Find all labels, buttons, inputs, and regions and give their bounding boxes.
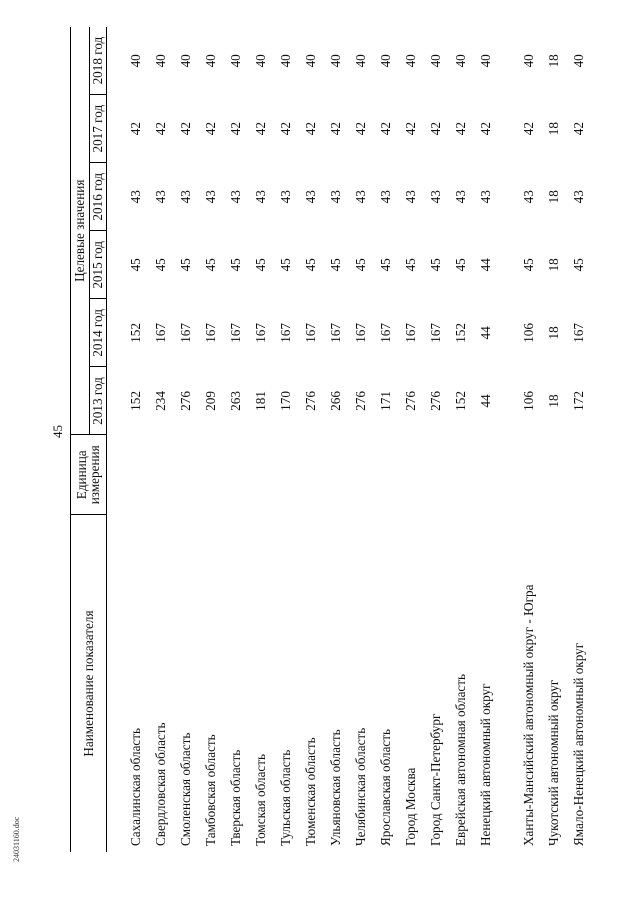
- row-value: 44: [478, 394, 493, 408]
- row-value: 181: [253, 391, 268, 411]
- row-value: 167: [303, 323, 318, 343]
- row-value: 263: [228, 391, 243, 411]
- table-row: [147, 27, 172, 852]
- row-unit: [397, 435, 422, 515]
- row-value: 167: [403, 323, 418, 343]
- row-value: 45: [178, 258, 193, 272]
- row-value: 167: [571, 323, 586, 343]
- row-value: 170: [278, 391, 293, 411]
- header-year: 2014 год: [90, 299, 107, 367]
- row-indicator-name: Еврейская автономная область: [453, 673, 468, 846]
- row-value: 43: [571, 190, 586, 204]
- row-value: 42: [428, 122, 443, 136]
- row-value: 42: [478, 122, 493, 136]
- row-indicator-name: Ярославская область: [378, 728, 393, 846]
- row-value: 45: [403, 258, 418, 272]
- row-value: 42: [128, 122, 143, 136]
- row-value: 43: [153, 190, 168, 204]
- table-row: [540, 27, 565, 852]
- row-value: 18: [546, 190, 561, 204]
- row-value: 45: [428, 258, 443, 272]
- row-value: 167: [203, 323, 218, 343]
- row-value: 43: [203, 190, 218, 204]
- row-value: 40: [153, 54, 168, 68]
- table-row: [197, 27, 222, 852]
- header-year: 2017 год: [90, 95, 107, 163]
- row-indicator-name: Тамбовская область: [203, 734, 218, 846]
- table-body: [106, 27, 590, 852]
- row-value: 42: [178, 122, 193, 136]
- row-value: 152: [128, 391, 143, 411]
- row-unit: [372, 435, 397, 515]
- row-value: 18: [546, 258, 561, 272]
- row-value: 45: [203, 258, 218, 272]
- row-value: 167: [278, 323, 293, 343]
- row-value: 276: [353, 391, 368, 411]
- page-number: 45: [50, 425, 65, 438]
- row-value: 40: [178, 54, 193, 68]
- header-year: 2015 год: [90, 231, 107, 299]
- row-indicator-name: Город Москва: [403, 767, 418, 846]
- row-value: 42: [153, 122, 168, 136]
- row-value: 167: [353, 323, 368, 343]
- row-indicator-name: Челябинская область: [353, 727, 368, 846]
- row-value: 45: [521, 258, 536, 272]
- row-value: 44: [478, 258, 493, 272]
- row-unit: [197, 435, 222, 515]
- row-value: 42: [571, 122, 586, 136]
- row-value: 40: [353, 54, 368, 68]
- row-value: 40: [203, 54, 218, 68]
- row-unit: [172, 435, 197, 515]
- row-unit: [472, 435, 497, 515]
- row-value: 43: [521, 190, 536, 204]
- table-row: [172, 27, 197, 852]
- row-indicator-name: Тюменская область: [303, 737, 318, 846]
- row-value: 234: [153, 391, 168, 411]
- row-indicator-name: Свердловская область: [153, 722, 168, 846]
- row-value: 167: [328, 323, 343, 343]
- row-indicator-name: Тверская область: [228, 749, 243, 846]
- row-value: 152: [453, 391, 468, 411]
- row-unit: [447, 435, 472, 515]
- row-value: 18: [546, 326, 561, 340]
- row-value: 266: [328, 391, 343, 411]
- row-value: 167: [153, 323, 168, 343]
- row-value: 42: [203, 122, 218, 136]
- row-value: 40: [428, 54, 443, 68]
- row-value: 43: [403, 190, 418, 204]
- row-value: 42: [303, 122, 318, 136]
- row-indicator-name: Ханты-Мансийский автономный округ - Югра: [521, 584, 536, 846]
- row-value: 42: [328, 122, 343, 136]
- row-value: 42: [403, 122, 418, 136]
- row-value: 18: [546, 54, 561, 68]
- table-row: [347, 27, 372, 852]
- row-unit: [422, 435, 447, 515]
- row-value: 40: [571, 54, 586, 68]
- row-value: 209: [203, 391, 218, 411]
- table-row: [472, 27, 497, 852]
- row-value: 43: [453, 190, 468, 204]
- row-value: 45: [453, 258, 468, 272]
- table-row: [565, 27, 590, 852]
- row-unit: [297, 435, 322, 515]
- row-value: 167: [253, 323, 268, 343]
- header-indicator-name: Наименование показателя: [71, 515, 107, 852]
- row-value: 40: [378, 54, 393, 68]
- header-year: 2016 год: [90, 163, 107, 231]
- row-value: 43: [353, 190, 368, 204]
- row-indicator-name: Ямало-Ненецкий автономный округ: [571, 642, 586, 846]
- row-indicator-name: Ульяновская область: [328, 729, 343, 846]
- row-value: 40: [253, 54, 268, 68]
- row-value: 171: [378, 391, 393, 411]
- row-value: 43: [328, 190, 343, 204]
- row-unit: [322, 435, 347, 515]
- table-row: [497, 27, 540, 852]
- row-value: 18: [546, 394, 561, 408]
- row-unit: [540, 435, 565, 515]
- row-value: 45: [328, 258, 343, 272]
- row-value: 43: [378, 190, 393, 204]
- row-value: 43: [128, 190, 143, 204]
- row-value: 43: [228, 190, 243, 204]
- row-value: 45: [153, 258, 168, 272]
- row-value: 167: [178, 323, 193, 343]
- row-value: 40: [403, 54, 418, 68]
- table-row: [397, 27, 422, 852]
- rotated-table-container: [70, 27, 630, 852]
- row-indicator-name: Чукотский автономный округ: [546, 679, 561, 846]
- target-values-table: [70, 27, 590, 852]
- table-row: [422, 27, 447, 852]
- table-row: [372, 27, 397, 852]
- row-value: 43: [253, 190, 268, 204]
- row-unit: [122, 435, 147, 515]
- row-indicator-name: Город Санкт-Петербург: [428, 713, 443, 846]
- row-value: 43: [428, 190, 443, 204]
- row-unit: [565, 435, 590, 515]
- row-unit: [347, 435, 372, 515]
- row-unit: [222, 435, 247, 515]
- header-year: 2013 год: [90, 367, 107, 435]
- row-value: 43: [178, 190, 193, 204]
- row-value: 42: [353, 122, 368, 136]
- row-value: 45: [571, 258, 586, 272]
- row-value: 42: [228, 122, 243, 136]
- row-value: 40: [303, 54, 318, 68]
- row-value: 44: [478, 326, 493, 340]
- table-row: [322, 27, 347, 852]
- table-row: [447, 27, 472, 852]
- row-indicator-name: Смоленская область: [178, 732, 193, 846]
- row-value: 172: [571, 391, 586, 411]
- row-indicator-name: Томская область: [253, 753, 268, 846]
- row-value: 40: [228, 54, 243, 68]
- table-row: [247, 27, 272, 852]
- row-value: 167: [228, 323, 243, 343]
- row-value: 106: [521, 391, 536, 411]
- row-value: 152: [128, 323, 143, 343]
- row-value: 276: [403, 391, 418, 411]
- row-value: 40: [128, 54, 143, 68]
- table-row: [272, 27, 297, 852]
- row-value: 152: [453, 323, 468, 343]
- row-value: 42: [378, 122, 393, 136]
- row-value: 276: [428, 391, 443, 411]
- row-value: 43: [303, 190, 318, 204]
- header-unit-line1: Единица: [73, 450, 89, 500]
- row-value: 42: [453, 122, 468, 136]
- header-unit: [71, 435, 107, 515]
- row-value: 40: [478, 54, 493, 68]
- footer-filename: 24031160.doc: [12, 816, 21, 862]
- row-value: 43: [278, 190, 293, 204]
- row-value: 45: [253, 258, 268, 272]
- row-unit: [497, 435, 540, 515]
- row-value: 43: [478, 190, 493, 204]
- row-value: 167: [378, 323, 393, 343]
- header-year: 2018 год: [90, 27, 107, 95]
- row-value: 45: [278, 258, 293, 272]
- row-unit: [247, 435, 272, 515]
- row-value: 40: [521, 54, 536, 68]
- row-value: 276: [303, 391, 318, 411]
- row-value: 106: [521, 323, 536, 343]
- table-row: [122, 27, 147, 852]
- row-value: 40: [328, 54, 343, 68]
- row-indicator-name: Тульская область: [278, 749, 293, 846]
- row-unit: [272, 435, 297, 515]
- row-value: 18: [546, 122, 561, 136]
- row-value: 45: [128, 258, 143, 272]
- row-indicator-name: Ненецкий автономный округ: [478, 683, 493, 846]
- row-indicator-name: Сахалинская область: [128, 727, 143, 846]
- table-row: [222, 27, 247, 852]
- table-row: [297, 27, 322, 852]
- row-value: 42: [521, 122, 536, 136]
- row-value: 276: [178, 391, 193, 411]
- header-unit-line2: измерения: [87, 445, 103, 505]
- header-target-values: Целевые значения: [71, 27, 90, 435]
- row-value: 45: [378, 258, 393, 272]
- row-value: 45: [303, 258, 318, 272]
- row-value: 45: [353, 258, 368, 272]
- row-value: 167: [428, 323, 443, 343]
- row-value: 40: [278, 54, 293, 68]
- row-unit: [147, 435, 172, 515]
- row-value: 40: [453, 54, 468, 68]
- row-value: 45: [228, 258, 243, 272]
- row-value: 42: [253, 122, 268, 136]
- row-value: 42: [278, 122, 293, 136]
